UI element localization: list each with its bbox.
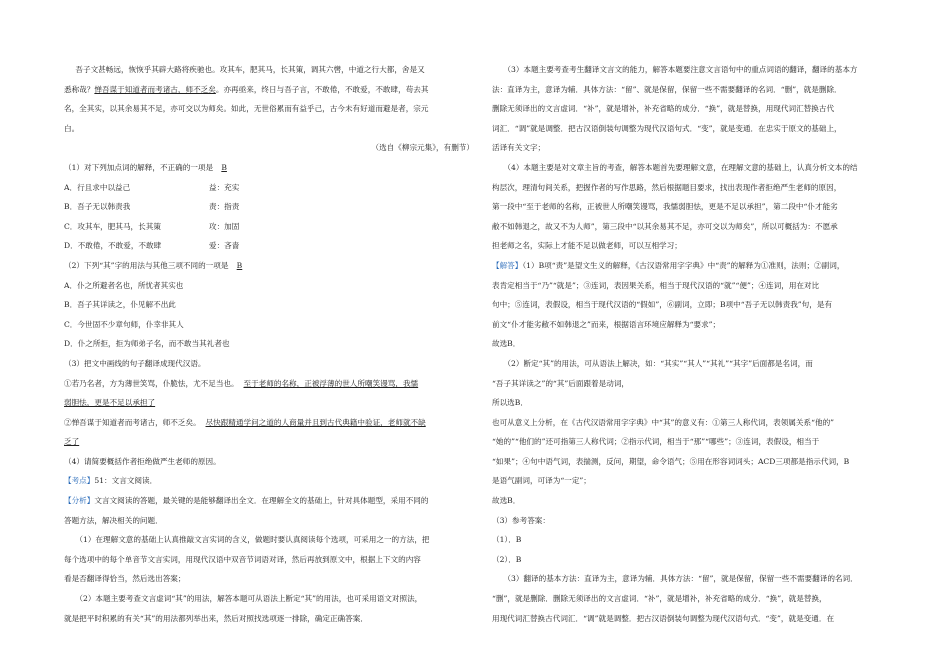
left-column [64, 60, 474, 628]
answer-line: “删”，就是删除．删除无须译出的文言虚词．“补”，就是增补，补充省略的成分．“换”，就是替换， [492, 594, 827, 604]
fenxi-line [64, 491, 474, 511]
option-text: D．不敢倦，不敢爱，不敢肆 [64, 241, 162, 251]
analysis-line: （4）本题主要是对文章主旨的考查，解答本题首先要理解文意，在理解文意的基础上，认真分析文本的结 [503, 162, 858, 172]
answer-line: 所以选B． [492, 398, 528, 408]
option-row: D．仆之所拒，拒为师弟子名，而不敢当其礼者也 [64, 339, 230, 349]
option-row [64, 236, 474, 256]
answer-line: 前文“仆才能劣敝不如韩退之”而来，根据语言环境应解释为“要求”； [492, 319, 721, 329]
option-row [64, 178, 474, 198]
answer-line: （2）．B [492, 554, 522, 564]
passage-line: 名，全其实，以其余易其不足，亦可交以为师矣。如此，无世俗累而有益乎己，古今未有好道而避是者，宗元 [64, 104, 429, 114]
question-text: （1）对下列加点词的解释，不正确的一项是 [64, 162, 214, 172]
answer-line: 也可从意义上分析，在《古代汉语常用字字典》中“其”的意义有：①第三人称代词，表领属关系“他的” [492, 417, 835, 427]
fenxi-tag: 【分析】 [64, 496, 95, 506]
answer-line: “她的”“他们的”还可指第三人称代词；②指示代词，相当于“那”“哪些”；③连词，表假设，相当于 [492, 437, 820, 447]
answer-line: 故选B． [492, 339, 521, 349]
answer-line: 是语气副词，可译为“一定”； [492, 476, 591, 486]
option-row [64, 197, 474, 217]
kaodian-line [64, 471, 474, 491]
option-gloss: 益：充实 [209, 182, 240, 192]
answer-blank: B [221, 162, 227, 172]
answer-line: （3）翻译的基本方法：直译为主，意译为辅．具体方法：“留”，就是保留，保留一些不需要翻译的名词． [503, 574, 858, 584]
question-3: （3）把文中画线的句子翻译成现代汉语。 [64, 358, 206, 368]
translation-2 [64, 413, 474, 433]
translation-2-cont [64, 432, 474, 452]
jieda-line [492, 256, 902, 276]
passage-text: 。亦再亟来，终日与吾子言，不敢倦，不敢爱，不敢肆，苟去其 [215, 84, 429, 94]
analysis-line: （3）本题主要考查考生翻译文言文的能力，解答本题要注意文言语句中的重点词语的翻译，翻译的基本方 [503, 65, 858, 74]
question-2 [64, 256, 474, 276]
analysis-line: 担老师之名，实际上才能不足以做老师，可以互相学习； [492, 241, 682, 251]
analysis-line: 法：直译为主，意译为辅．具体方法：“留”、就是保留，保留一些不需要翻译的名词．“删”，就是删除． [492, 84, 842, 94]
passage-line: 吾子文甚畅远，恢恢乎其辟大路将疾驰也。攻其车，肥其马，长其策，调其六辔，中道之行大都，舍是又 [75, 65, 425, 74]
fenxi-line: 答题方法，解决相关的问题． [64, 515, 163, 525]
answer-line: “如果”；④句中语气词，表揣测，反问，期望，命令语气；⑤用在形容词词头；ACD三项都是指示代词，B [492, 456, 850, 466]
analysis-line: 第一段中“至于老师的名称，正被世人所嘲笑谩骂，我懦弱胆怯，更是不足以承担”，第二段中“仆才能劣 [492, 202, 838, 212]
option-gloss: 攻：加固 [209, 221, 240, 231]
kaodian-tag: 【考点】 [64, 476, 95, 486]
fenxi-line: （1）在理解文意的基础上认真推敲文言实词的含义，做题时要认真阅读每个选项，可采用之一的方法，把 [75, 535, 430, 545]
passage-text: 悉称哉？ [64, 84, 95, 94]
jieda-tag: 【解答】 [492, 260, 523, 270]
answer-line: 故选B． [492, 496, 521, 506]
fenxi-line: 看是否翻译得恰当，然后选出答案； [64, 574, 186, 584]
fenxi-line: 就是把平时积累的有关“其”的用法都列举出来，然后对照找选项逐一排除，确定正确答案． [64, 613, 368, 623]
answer-blank: B [236, 260, 243, 270]
option-gloss: 责：指责 [209, 202, 240, 212]
option-row [64, 217, 474, 237]
underlined-sentence: 惮吾谋于知道者而考诸古，师不乏矣 [94, 84, 216, 94]
answer-line: 句中；⑤连词，表假设，相当于现代汉语的“假如”，⑥副词，立即；B项中“吾子无以韩责我”句，是有 [492, 300, 833, 310]
analysis-line: 构层次，理清句间关系，把握作者的写作思路，然后根据题目要求，找出表现作者拒绝严生老师的原因， [492, 182, 842, 192]
answer-underline: 乏了 [64, 437, 80, 447]
sentence: ①若乃名者，方为薄世笑骂，仆脆怯，尤不足当也。 [64, 378, 239, 388]
fenxi-line: 每个选项中的每个单音节文言实词，用现代汉语中双音节词语对译，然后再放到原文中，根据上下文的内容 [64, 554, 421, 564]
passage-line [64, 80, 474, 100]
analysis-line: 活译有关文字； [492, 143, 546, 153]
question-4: （4）请简要概括作者拒绝做严生老师的原因。 [64, 456, 221, 466]
option-text: A．行且求中以益己 [64, 182, 131, 192]
answer-line: 用现代词汇替换古代词汇．“调”就是调整．把古汉语倒装句调整为现代汉语句式．“变”，就是变通．在 [492, 613, 835, 623]
option-gloss: 爱：吝啬 [209, 241, 240, 251]
answer-line: 表肯定相当于“乃”“就是”；③连词，表因果关系，相当于现代汉语的“就”“便”；④连词，用在对比 [492, 280, 820, 290]
sentence: ②惮吾谋于知道者而考诸古，师不乏矣。 [64, 417, 201, 427]
option-row: C．今世固不少章句师，仆幸非其人 [64, 319, 184, 329]
question-text: （2）下列“其”字的用法与其他三项不同的一项是 [64, 260, 229, 270]
answer-line: （3）参考答案： [492, 515, 550, 525]
answer-line: （2）断定“其”的用法，可从语法上解决，如：“其实”“其人”“其礼”“其字”后面都是名词，而 [503, 358, 813, 368]
right-column [492, 60, 902, 628]
analysis-line: 敝不如韩退之，故又不为人师”，第三段中“以其余易其不足，亦可交以为师矣”，所以可概括为：不愿承 [492, 221, 838, 231]
kaodian-text: 51：文言文阅读． [94, 476, 158, 486]
answer-underline: 至于老师的名称，正被浮薄的世人所嘲笑谩骂，我懦 [243, 378, 419, 388]
fenxi-line: （2）本题主要考查文言虚词“其”的用法，解答本题可从语法上断定“其”的用法，也可采用语文对照法， [75, 594, 423, 604]
analysis-line: 词汇．“调”就是调整．把古汉语倒装句调整为现代汉语句式．“变”，就是变通．在忠实于原文的基础上， [492, 123, 842, 133]
answer-line: “吾子其详读之”的“其”后面跟着是动词， [492, 378, 630, 388]
answer-line: （1）．B [492, 535, 522, 545]
fenxi-text: 文言文阅读的答题，最关键的是能够翻译出全文．在理解全文的基础上，针对具体题型，采用不同的 [94, 496, 429, 506]
analysis-line: 删除无须译出的文言虚词．“补”，就是增补，补充省略的成分．“换”，就是替换，用现代词汇替换古代 [492, 104, 835, 114]
question-1 [64, 158, 474, 178]
passage-line: 白。 [64, 123, 80, 133]
option-text: B．吾子无以韩责我 [64, 202, 131, 212]
answer-underline: 弱胆怯，更是不足以承担了 [64, 398, 156, 408]
option-text: C．攻其车，肥其马，长其策 [64, 221, 161, 231]
option-row: A．仆之所避者名也，所忧者其实也 [64, 280, 184, 290]
source-note: （选自《柳宗元集》，有删节） [371, 143, 474, 153]
translation-1-cont [64, 393, 474, 413]
option-row: B．吾子其详读之，仆见解不出此 [64, 300, 176, 310]
answer-underline: 尽快跟精通学问之道的人商量并且到古代典籍中验证，老师就不缺 [205, 417, 426, 427]
translation-1 [64, 374, 474, 394]
jieda-text: （1）B项“责”是望文生义的解释，《古汉语常用字字典》中“责”的解释为①准则，法则；②副词， [522, 260, 845, 270]
